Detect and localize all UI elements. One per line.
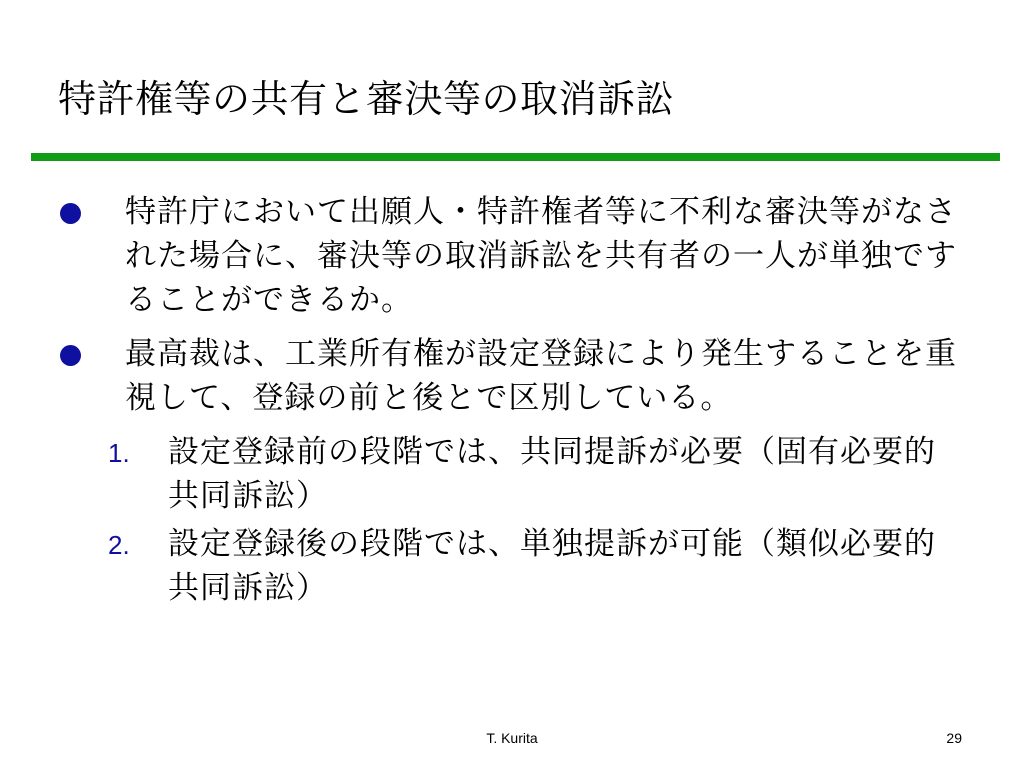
bullet-item	[60, 190, 970, 322]
numbered-item	[60, 522, 970, 610]
slide-body	[60, 190, 970, 614]
bullet-text: 最高裁は、工業所有権が設定登録により発生することを重視して、登録の前と後とで区別している。	[125, 336, 957, 416]
numbered-item	[60, 430, 970, 518]
bullet-dot-icon	[60, 345, 81, 366]
title-underline-rule	[31, 153, 1000, 161]
bullet-text: 特許庁において出願人・特許権者等に不利な審決等がなされた場合に、審決等の取消訴訟を共有者の一人が単独ですることができるか。	[125, 194, 957, 318]
footer-author: T. Kurita	[486, 730, 538, 746]
footer-page-number: 29	[946, 730, 962, 746]
numbered-item-text: 設定登録後の段階では、単独提訴が可能（類似必要的共同訴訟）	[168, 526, 936, 606]
bullet-dot-icon	[60, 203, 81, 224]
number-marker: 1.	[108, 438, 130, 468]
bullet-item	[60, 332, 970, 420]
numbered-list	[60, 430, 970, 610]
slide-title: 特許権等の共有と審決等の取消訴訟	[58, 77, 675, 121]
number-marker: 2.	[108, 530, 130, 560]
numbered-item-text: 設定登録前の段階では、共同提訴が必要（固有必要的共同訴訟）	[168, 434, 936, 514]
